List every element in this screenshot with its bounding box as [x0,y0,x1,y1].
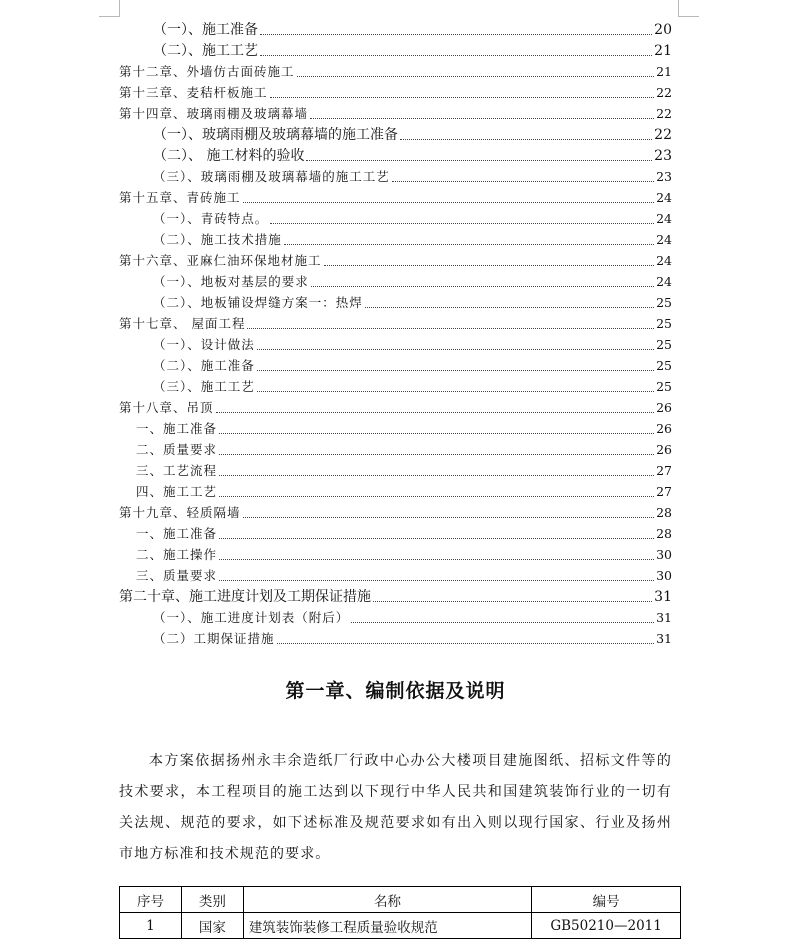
toc-entry-title: （二）、 施工材料的验收 [153,148,305,164]
toc-entry[interactable] [119,291,672,312]
toc-entry[interactable] [119,564,672,585]
toc-dot-leader [392,181,654,182]
cell-name: 建筑装饰装修工程质量验收规范 [243,913,531,939]
body-paragraph: 本方案依据扬州永丰余造纸厂行政中心办公大楼项目建施图纸、招标文件等的技术要求，本工程项目的施工达到以下现行中华人民共和国建筑装饰行业的一切有关法规、规范的要求，如下述标准及规范要求如有出入则以现行国家、行业及扬州市地方标准和技术规范的要求。 [119,753,672,862]
toc-entry[interactable] [119,375,672,396]
toc-entry[interactable] [119,270,672,291]
toc-entry-title: （一）、施工准备 [153,22,258,38]
toc-entry-title: （二）、施工工艺 [153,43,258,59]
toc-entry-page-number: 21 [656,64,672,79]
toc-entry[interactable] [119,585,672,606]
toc-entry-title: 第十三章、麦秸杆板施工 [119,85,268,100]
toc-entry[interactable] [119,417,672,438]
toc-entry-page-number: 28 [656,505,672,520]
toc-dot-leader [219,433,654,434]
toc-dot-leader [310,118,654,119]
toc-entry[interactable] [119,81,672,102]
toc-entry[interactable] [119,102,672,123]
toc-entry-title: 四、施工工艺 [136,484,218,499]
toc-entry-page-number: 30 [656,568,672,583]
toc-entry-title: （二）工期保证措施 [153,631,275,646]
toc-dot-leader [351,622,654,623]
toc-entry-page-number: 27 [656,484,672,499]
header-name: 名称 [243,887,531,913]
toc-entry-page-number: 24 [656,274,672,289]
toc-dot-leader [257,349,654,350]
toc-entry-page-number: 31 [656,610,672,625]
toc-entry[interactable] [119,480,672,501]
toc-entry-title: （一）、青砖特点。 [153,211,269,226]
header-category: 类别 [181,887,243,913]
toc-dot-leader [365,307,654,308]
toc-entry-title: 三、工艺流程 [136,463,218,478]
table-of-contents [119,18,672,648]
cell-category: 国家 [181,913,243,939]
toc-entry[interactable] [119,228,672,249]
toc-entry-title: 三、质量要求 [136,568,218,583]
toc-dot-leader [219,475,654,476]
toc-dot-leader [243,517,655,518]
toc-dot-leader [247,328,654,329]
toc-entry[interactable] [119,123,672,144]
toc-entry-page-number: 23 [656,169,672,184]
toc-entry-title: （三）、玻璃雨棚及玻璃幕墙的施工工艺 [153,169,390,184]
toc-entry-page-number: 24 [656,232,672,247]
toc-entry-title: 第十八章、吊顶 [119,400,214,415]
toc-dot-leader [219,454,654,455]
toc-entry[interactable] [119,333,672,354]
toc-dot-leader [277,643,655,644]
toc-entry-page-number: 31 [654,589,672,605]
toc-entry-title: （二）、施工技术措施 [153,232,282,247]
toc-entry-page-number: 31 [656,631,672,646]
toc-entry[interactable] [119,627,672,648]
toc-entry[interactable] [119,186,672,207]
chapter-heading: 第一章、编制依据及说明 [285,680,506,702]
toc-entry-page-number: 25 [656,337,672,352]
toc-entry[interactable] [119,312,672,333]
toc-entry-page-number: 24 [656,190,672,205]
toc-dot-leader [324,265,655,266]
toc-entry-page-number: 24 [656,211,672,226]
toc-dot-leader [219,559,654,560]
toc-dot-leader [306,160,652,161]
toc-entry-page-number: 21 [654,43,672,59]
toc-entry[interactable] [119,39,672,60]
toc-entry-page-number: 26 [656,421,672,436]
toc-entry[interactable] [119,18,672,39]
toc-entry-page-number: 25 [656,379,672,394]
toc-dot-leader [257,370,654,371]
toc-entry-title: 第二十章、施工进度计划及工期保证措施 [119,589,371,605]
toc-entry-title: （一）、地板对基层的要求 [153,274,309,289]
toc-entry-title: （一）、玻璃雨棚及玻璃幕墙的施工准备 [153,127,398,143]
toc-entry-page-number: 26 [656,400,672,415]
toc-entry-page-number: 22 [654,127,672,143]
toc-entry[interactable] [119,144,672,165]
toc-entry[interactable] [119,543,672,564]
toc-entry-title: 第十四章、玻璃雨棚及玻璃幕墙 [119,106,309,121]
header-code: 编号 [532,887,681,913]
cell-code: GB50210—2011 [532,913,681,939]
toc-dot-leader [373,601,652,602]
toc-dot-leader [400,139,652,140]
toc-entry[interactable] [119,522,672,543]
toc-entry-title: 第十九章、轻质隔墙 [119,505,241,520]
toc-entry[interactable] [119,459,672,480]
toc-entry-page-number: 20 [654,22,672,38]
toc-entry[interactable] [119,396,672,417]
toc-dot-leader [297,76,655,77]
toc-entry[interactable] [119,60,672,81]
toc-entry-page-number: 30 [656,547,672,562]
toc-dot-leader [311,286,654,287]
toc-entry-title: 二、施工操作 [136,547,218,562]
crop-mark-top-left [99,0,120,17]
toc-dot-leader [219,580,654,581]
toc-entry-page-number: 24 [656,253,672,268]
toc-entry-title: 第十六章、亚麻仁油环保地材施工 [119,253,322,268]
toc-dot-leader [257,391,654,392]
toc-entry-page-number: 25 [656,295,672,310]
toc-entry-title: 第十二章、外墙仿古面砖施工 [119,64,295,79]
toc-entry-page-number: 22 [656,85,672,100]
toc-dot-leader [270,223,654,224]
toc-entry[interactable] [119,165,672,186]
toc-entry-page-number: 23 [654,148,672,164]
toc-entry[interactable] [119,354,672,375]
toc-dot-leader [260,55,652,56]
toc-entry-title: 一、施工准备 [136,421,218,436]
toc-entry-title: （二）、施工准备 [153,358,255,373]
toc-entry-page-number: 28 [656,526,672,541]
toc-entry-page-number: 25 [656,316,672,331]
toc-entry[interactable] [119,249,672,270]
toc-entry-title: （一）、设计做法 [153,337,255,352]
toc-dot-leader [243,202,655,203]
toc-entry[interactable] [119,438,672,459]
toc-entry-title: 第十五章、青砖施工 [119,190,241,205]
standards-table [119,886,681,939]
toc-entry-page-number: 25 [656,358,672,373]
toc-entry-page-number: 26 [656,442,672,457]
toc-entry-page-number: 22 [656,106,672,121]
toc-dot-leader [219,496,654,497]
toc-entry-title: （一）、施工进度计划表（附后） [153,610,350,625]
toc-dot-leader [260,34,652,35]
crop-mark-top-right [678,0,699,17]
toc-entry-title: （三）、施工工艺 [153,379,255,394]
toc-entry-page-number: 27 [656,463,672,478]
toc-dot-leader [284,244,654,245]
table-row [120,913,681,939]
toc-dot-leader [270,97,655,98]
toc-entry-title: 第十七章、 屋面工程 [119,316,246,331]
toc-dot-leader [219,538,654,539]
toc-entry[interactable] [119,606,672,627]
toc-dot-leader [216,412,655,413]
header-index: 序号 [120,887,182,913]
cell-index: 1 [120,913,182,939]
toc-entry-title: 一、施工准备 [136,526,218,541]
table-header-row [120,887,681,913]
toc-entry-title: 二、质量要求 [136,442,218,457]
toc-entry[interactable] [119,207,672,228]
toc-entry-title: （二）、地板铺设焊缝方案一：热焊 [153,295,363,310]
toc-entry[interactable] [119,501,672,522]
